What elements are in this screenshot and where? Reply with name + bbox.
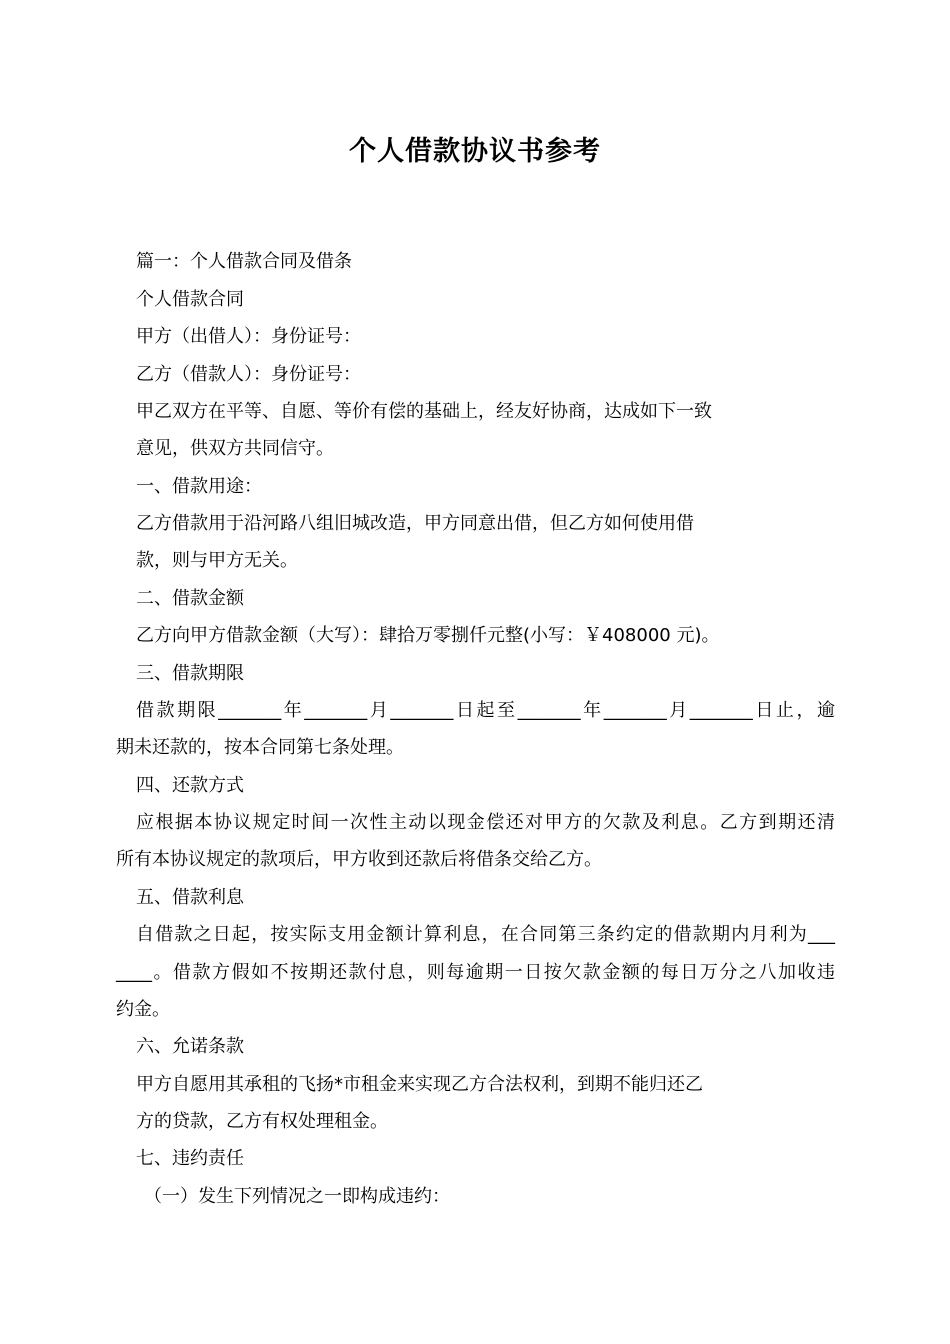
contract-heading: 个人借款合同 <box>136 289 244 310</box>
breach-subclause-1: （一）发生下列情况之一即构成违约： <box>144 1186 450 1207</box>
interest-line-1: 自借款之日起，按实际支用金额计算利息，在合同第三条约定的借款期内月利为___ <box>136 924 835 945</box>
clause-heading-amount: 二、借款金额 <box>136 588 244 609</box>
purpose-line-1: 乙方借款用于沿河路八组旧城改造，甲方同意出借，但乙方如何使用借 <box>136 513 694 534</box>
repayment-line-2: 所有本协议规定的款项后，甲方收到还款后将借条交给乙方。 <box>116 849 602 870</box>
clause-heading-term: 三、借款期限 <box>136 663 244 684</box>
interest-line-3: 约金。 <box>116 999 170 1020</box>
document-title: 个人借款协议书参考 <box>349 136 601 167</box>
commitment-line-2: 方的贷款，乙方有权处理租金。 <box>136 1111 388 1132</box>
clause-heading-breach: 七、违约责任 <box>136 1148 244 1169</box>
repayment-line-1: 应根据本协议规定时间一次性主动以现金偿还对甲方的欠款及利息。乙方到期还清 <box>136 812 835 833</box>
interest-line-2: ____。借款方假如不按期还款付息，则每逾期一日按欠款金额的每日万分之八加收违 <box>116 962 835 983</box>
term-line-1: 借款期限_______年_______月_______日起至_______年_______月_______日止，逾 <box>136 700 835 721</box>
preamble-line-1: 甲乙双方在平等、自愿、等价有偿的基础上，经友好协商，达成如下一致 <box>136 401 712 422</box>
commitment-line-1: 甲方自愿用其承租的飞扬*市租金来实现乙方合法权利，到期不能归还乙 <box>136 1074 703 1095</box>
clause-heading-repayment: 四、还款方式 <box>136 775 244 796</box>
party-a-line: 甲方（出借人）：身份证号： <box>136 326 361 347</box>
party-b-line: 乙方（借款人）：身份证号： <box>136 364 361 385</box>
term-line-2: 期未还款的，按本合同第七条处理。 <box>116 737 404 758</box>
purpose-line-2: 款，则与甲方无关。 <box>136 550 298 571</box>
preamble-line-2: 意见，供双方共同信守。 <box>136 438 334 459</box>
clause-heading-commitment: 六、允诺条款 <box>136 1036 244 1057</box>
section-heading-part-one: 篇一：个人借款合同及借条 <box>136 251 352 272</box>
clause-heading-interest: 五、借款利息 <box>136 887 244 908</box>
clause-heading-purpose: 一、借款用途： <box>136 476 262 497</box>
amount-line: 乙方向甲方借款金额（大写）：肆拾万零捌仟元整(小写：￥408000 元)。 <box>136 625 720 646</box>
